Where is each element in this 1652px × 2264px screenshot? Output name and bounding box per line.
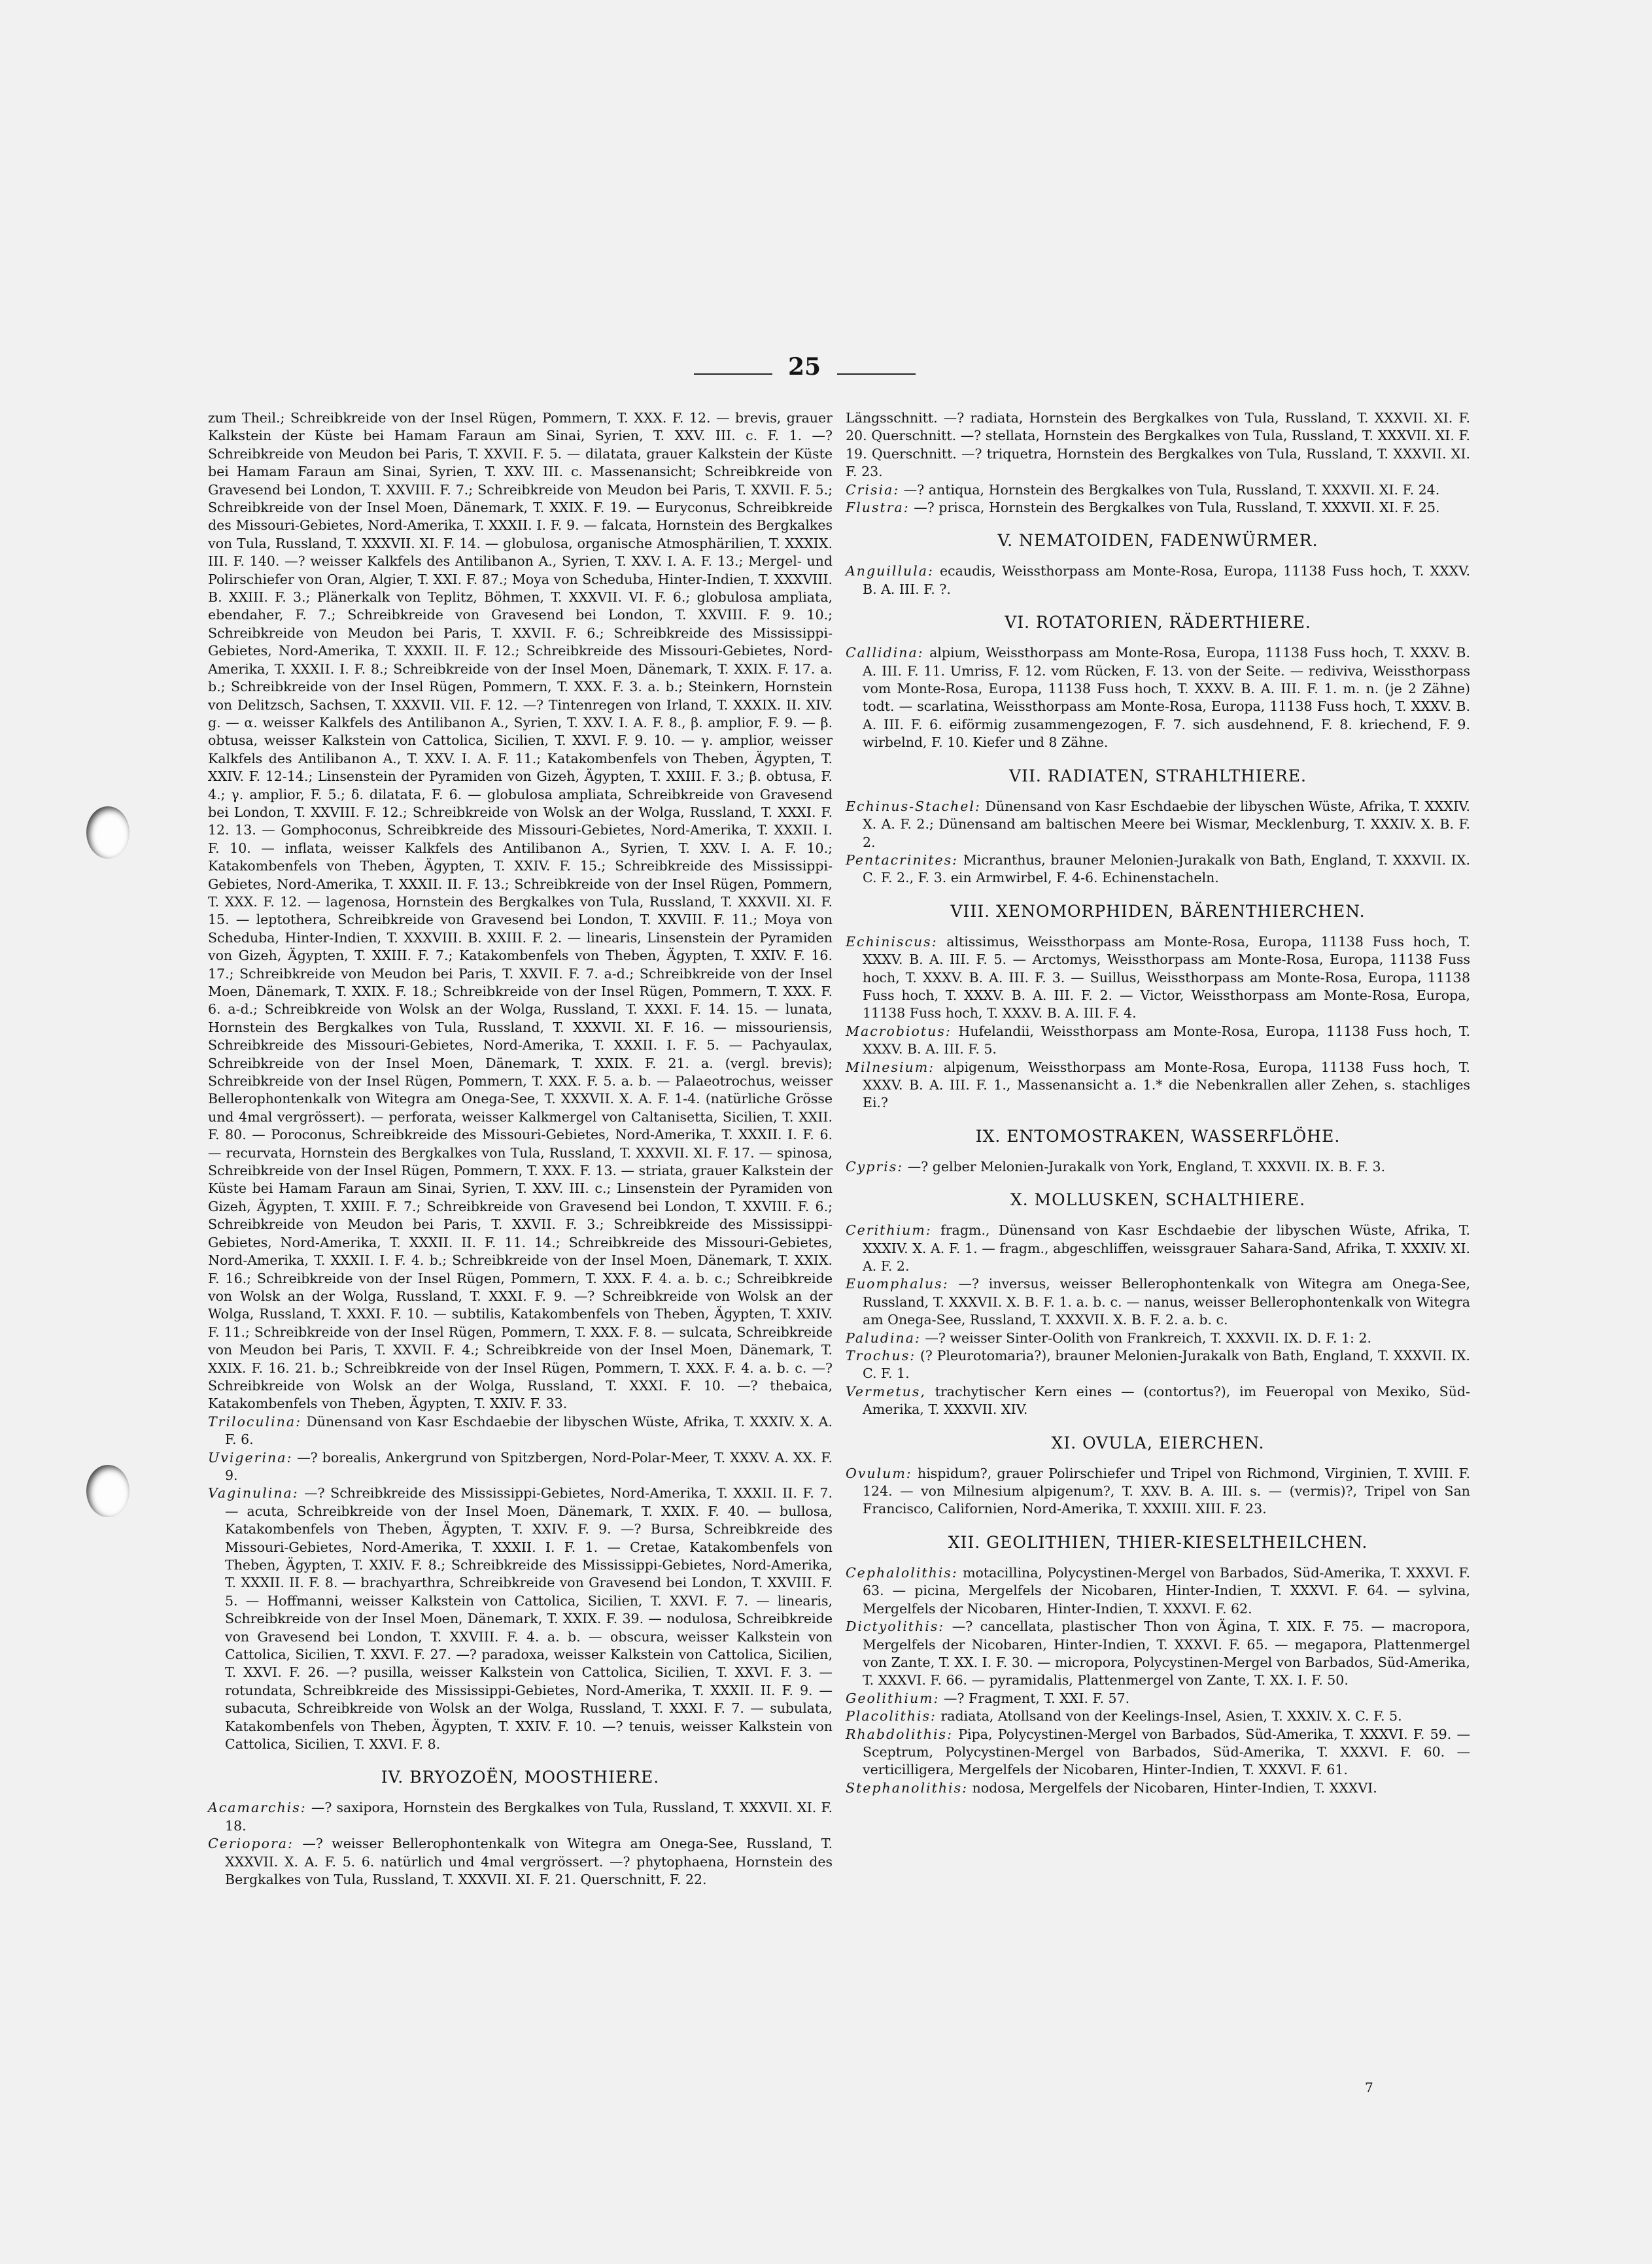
genus-name: Macrobiotus: [846,1023,952,1039]
entry-text: nodosa, Mergelfels der Nicobaren, Hinter-Indien, T. XXXVI. [972,1779,1377,1796]
genus-name: Stephanolithis: [846,1779,969,1796]
entry-text: radiata, Atollsand von der Keelings-Insel, Asien, T. XXXIV. X. C. F. 5. [940,1708,1402,1724]
entry-paragraph [846,1690,1470,1707]
section-heading: VII. RADIATEN, STRAHLTHIERE. [1009,766,1307,785]
genus-name: Cerithium: [846,1222,932,1239]
entry-paragraph [208,1484,833,1753]
entry-text: Dünensand von Kasr Eschdaebie der libyschen Wüste, Afrika, T. XXXIV. X. A. F. 6. [225,1413,833,1448]
entry-paragraph [846,1726,1470,1779]
genus-name: Euomphalus: [846,1276,949,1292]
left-column [208,409,833,1889]
entry-paragraph [846,1779,1470,1797]
genus-name: Vaginulina: [208,1485,299,1501]
section-heading: VIII. XENOMORPHIDEN, BÄRENTHIERCHEN. [950,901,1366,921]
header-rule-right [837,373,916,375]
entry-text: —? weisser Bellerophontenkalk von Witegra am Onega-See, Russland, T. XXXVII. X. A. F. 5. 6. natürlich und 4mal vergrössert. —? phytophaena, Hornstein des Bergkalkes von Tula, Russland, T. XXXVII. XI. F. 21. Querschnitt, F. 22. [225,1836,833,1888]
section-heading: X. MOLLUSKEN, SCHALTHIERE. [1010,1190,1306,1210]
punch-hole-lower [86,1465,129,1517]
section-heading: IX. ENTOMOSTRAKEN, WASSERFLÖHE. [975,1126,1341,1146]
entry-paragraph [846,933,1470,1023]
signature-mark: 7 [1365,2080,1373,2095]
entry-paragraph [846,1023,1470,1059]
genus-name: Echinus-Stachel: [846,798,981,814]
genus-name: Cypris: [846,1158,904,1175]
entry-text: —? Schreibkreide des Mississippi-Gebietes, Nord-Amerika, T. XXXII. II. F. 7. — acuta, Schreibkreide von der Insel Moen, Dänemark, T. XXIX. F. 40. — bullosa, Katakombenfels von Theben, Ägypten, T. XXIV. F. 9. —? Bursa, Schreibkreide des Missouri-Gebietes, Nord-Amerika, T. XXXII. I. F. 1. — Cretae, Katakombenfels von Theben, Ägypten, T. XXIV. F. 8.; Schreibkreide des Mississippi-Gebietes, Nord-Amerika, T. XXXII. II. F. 8. — brachyarthra, Schreibkreide von Gravesend bei London, T. XXVIII. F. 5. — Hoffmanni, weisser Kalkstein von Cattolica, Sicilien, T. XXVI. F. 7. — linearis, Schreibkreide von der Insel Moen, Dänemark, T. XXIX. F. 39. — nodulosa, Schreibkreide von Gravesend bei London, T. XXVIII. F. 4. a. b. — obscura, weisser Kalkstein von Cattolica, Sicilien, T. XXVI. F. 27. —? paradoxa, weisser Kalkstein von Cattolica, Sicilien, T. XXVI. F. 26. —? pusilla, weisser Kalkstein von Cattolica, Sicilien, T. XXVI. F. 3. — rotundata, Schreibkreide des Mississippi-Gebietes, Nord-Amerika, T. XXXII. II. F. 9. — subacuta, Schreibkreide von Wolsk an der Wolga, Russland, T. XXXI. F. 7. — subulata, Katakombenfels von Theben, Ägypten, T. XXIV. F. 10. —? tenuis, weisser Kalkstein von Cattolica, Sicilien, T. XXVI. F. 8. [225,1485,833,1753]
entry-text: —? antiqua, Hornstein des Bergkalkes von Tula, Russland, T. XXXVII. XI. F. 24. [903,481,1440,498]
genus-name: Ovulum: [846,1465,912,1481]
genus-name: Crisia: [846,481,900,498]
entry-paragraph [846,644,1470,751]
entry-text: Pipa, Polycystinen-Mergel von Barbados, Süd-Amerika, T. XXXVI. F. 59. — Sceptrum, Polycystinen-Mergel von Barbados, Süd-Amerika, T. XXXVI. F. 60. — verticilligera, Mergelfels der Nicobaren, Hinter-Indien, T. XXXVI. F. 61. [863,1726,1470,1778]
genus-name: Ceriopora: [208,1836,294,1852]
section-heading: XI. OVULA, EIERCHEN. [1051,1433,1265,1452]
entry-text: altissimus, Weissthorpass am Monte-Rosa, Europa, 11138 Fuss hoch, T. XXXV. B. A. III. F. 5. — Arctomys, Weissthorpass am Monte-Rosa, Europa, 11138 Fuss hoch, T. XXXV. B. A. III. F. 3. — Suillus, Weissthorpass am Monte-Rosa, Europa, 11138 Fuss hoch, T. XXXV. B. A. III. F. 2. — Victor, Weissthorpass am Monte-Rosa, Europa, 11138 Fuss hoch, T. XXXV. B. A. III. F. 4. [863,933,1470,1021]
genus-name: Rhabdolithis: [846,1726,953,1742]
genus-name: Acamarchis: [208,1800,307,1816]
entry-text: —? borealis, Ankergrund von Spitzbergen, Nord-Polar-Meer, T. XXXV. A. XX. F. 9. [225,1449,833,1483]
genus-name: Milnesium: [846,1059,935,1075]
entry-paragraph [846,1465,1470,1518]
entry-text: —? gelber Melonien-Jurakalk von York, England, T. XXXVII. IX. B. F. 3. [907,1158,1386,1175]
entry-text: Hufelandii, Weissthorpass am Monte-Rosa, Europa, 11138 Fuss hoch, T. XXXV. B. A. III. F. 5. [863,1023,1470,1057]
entry-paragraph [846,1222,1470,1275]
entry-paragraph [846,1059,1470,1112]
section-heading: XII. GEOLITHIEN, THIER-KIESELTHEILCHEN. [948,1532,1368,1552]
punch-hole-upper [86,806,129,859]
entry-paragraph [846,481,1470,499]
entry-paragraph [846,1707,1470,1725]
genus-name: Cephalolithis: [846,1564,958,1581]
entry-paragraph [846,798,1470,851]
entry-text: —? cancellata, plastischer Thon von Ägina, T. XIX. F. 75. — macropora, Mergelfels der Nicobaren, Hinter-Indien, T. XXXVI. F. 65. — megapora, Plattenmergel von Zante, T. XX. I. F. 30. — micropora, Polycystinen-Mergel von Barbados, Süd-Amerika, T. XXXVI. F. 66. — pyramidalis, Plattenmergel von Zante, T. XX. I. F. 50. [863,1619,1470,1689]
genus-name: Trochus: [846,1348,916,1364]
entry-text: —? saxipora, Hornstein des Bergkalkes von Tula, Russland, T. XXXVII. XI. F. 18. [225,1800,833,1834]
entry-text: fragm., Dünensand von Kasr Eschdaebie der libyschen Wüste, Afrika, T. XXXIV. X. A. F. 1. — fragm., abgeschliffen, weissgrauer Sahara-Sand, Afrika, T. XXXIV. XI. A. F. 2. [863,1222,1470,1274]
genus-name: Flustra: [846,500,910,516]
entry-paragraph [846,1347,1470,1383]
entry-text: motacillina, Polycystinen-Mergel von Barbados, Süd-Amerika, T. XXXVI. F. 63. — picina, Mergelfels der Nicobaren, Hinter-Indien, T. XXXVI. F. 64. — sylvina, Mergelfels der Nicobaren, Hinter-Indien, T. XXXVI. F. 62. [863,1564,1470,1617]
genus-name: Callidina: [846,645,924,661]
entry-paragraph [208,1799,833,1835]
genus-name: Dictyolithis: [846,1619,945,1635]
entry-text: Dünensand von Kasr Eschdaebie der libyschen Wüste, Afrika, T. XXXIV. X. A. F. 2.; Dünensand am baltischen Meere bei Wismar, Mecklenburg, T. XXXIV. X. B. F. 2. [863,798,1470,850]
entry-paragraph [846,562,1470,598]
genus-name: Placolithis: [846,1708,937,1724]
entry-paragraph [846,1158,1470,1176]
entry-paragraph [846,1275,1470,1329]
entry-text: —? weisser Sinter-Oolith von Frankreich, T. XXXVII. IX. D. F. 1: 2. [925,1329,1372,1346]
entry-paragraph [846,1564,1470,1618]
section-heading: VI. ROTATORIEN, RÄDERTHIERE. [1005,613,1311,632]
section-heading: IV. BRYOZOËN, MOOSTHIERE. [381,1768,660,1787]
section-heading: V. NEMATOIDEN, FADENWÜRMER. [997,531,1318,551]
entry-text: zum Theil.; Schreibkreide von der Insel Rügen, Pommern, T. XXX. F. 12. — brevis, grauer Kalkstein der Küste bei Hamam Faraun am Sinai, Syrien, T. XXV. III. c. F. 1. —? Schreibkreide von Meudon bei Paris, T. XXVII. F. 5. — dilatata, grauer Kalkstein der Küste bei Hamam Faraun am Sinai, Syrien, T. XXV. III. c. Massenansicht; Schreibkreide von Gravesend bei London, T. XXVIII. F. 7.; Schreibkreide von Meudon bei Paris, T. XXVII. F. 5.; Schreibkreide von der Insel Moen, Dänemark, T. XXIX. F. 19. — Euryconus, Schreibkreide des Missouri-Gebietes, Nord-Amerika, T. XXXII. I. F. 9. — falcata, Hornstein des Bergkalkes von Tula, Russland, T. XXXVII. XI. F. 14. — globulosa, organische Atmosphärilien, T. XXXIX. III. F. 140. —? weisser Kalkfels des Antilibanon A., Syrien, T. XXV. I. A. F. 13.; Mergel- und Polirschiefer von Oran, Algier, T. XXI. F. 87.; Moya von Scheduba, Hinter-Indien, T. XXXVIII. B. XXIII. F. 3.; Plänerkalk von Teplitz, Böhmen, T. XXXVII. VI. F. 6.; globulosa ampliata, ebendaher, F. 7.; Schreibkreide von Gravesend bei London, T. XXVIII. F. 9. 10.; Schreibkreide von Meudon bei Paris, T. XXVII. F. 6.; Schreibkreide des Mississippi-Gebietes, Nord-Amerika, T. XXXII. II. F. 12.; Schreibkreide des Missouri-Gebietes, Nord-Amerika, T. XXXII. I. F. 8.; Schreibkreide von der Insel Moen, Dänemark, T. XXIX. F. 17. a. b.; Schreibkreide von der Insel Rügen, Pommern, T. XXX. F. 3. a. b.; Steinkern, Hornstein von Delitzsch, Sachsen, T. XXXVII. VII. F. 12. —? Tintenregen von Irland, T. XXXIX. II. XIV. g. — α. weisser Kalkfels des Antilibanon A., Syrien, T. XXV. I. A. F. 8., β. amplior, F. 9. — β. obtusa, weisser Kalkstein von Cattolica, Sicilien, T. XXVI. F. 9. 10. — γ. amplior, weisser Kalkfels des Antilibanon A., T. XXV. I. A. F. 11.; Katakombenfels von Theben, Ägypten, T. XXIV. F. 12-14.; Linsenstein der Pyramiden von Gizeh, Ägypten, T. XXIII. F. 3.; β. obtusa, F. 4.; γ. amplior, F. 5.; δ. dilatata, F. 6. — globulosa ampliata, Schreibkreide von Gravesend bei London, T. XXVIII. F. 12.; Schreibkreide von Wolsk an der Wolga, Russland, T. XXXI. F. 12. 13. — Gomphoconus, Schreibkreide des Missouri-Gebietes, Nord-Amerika, T. XXXII. I. F. 10. — inflata, weisser Kalkfels des Antilibanon A., Syrien, T. XXV. I. A. F. 10.; Katakombenfels von Theben, Ägypten, T. XXIV. F. 15.; Schreibkreide des Mississippi-Gebietes, Nord-Amerika, T. XXXII. II. F. 13.; Schreibkreide von der Insel Rügen, Pommern, T. XXX. F. 12. — lagenosa, Hornstein des Bergkalkes von Tula, Russland, T. XXXVII. XI. F. 15. — leptothera, Schreibkreide von Gravesend bei London, T. XXVIII. F. 11.; Moya von Scheduba, Hinter-Indien, T. XXXVIII. B. XXIII. F. 2. — linearis, Linsenstein der Pyramiden von Gizeh, Ägypten, T. XXIII. F. 7.; Katakombenfels von Theben, Ägypten, T. XXIV. F. 16. 17.; Schreibkreide von Meudon bei Paris, T. XXVII. F. 7. a-d.; Schreibkreide von der Insel Moen, Dänemark, T. XXIX. F. 18.; Schreibkreide von der Insel Rügen, Pommern, T. XXX. F. 6. a-d.; Schreibkreide von Wolsk an der Wolga, Russland, T. XXXI. F. 14. 15. — lunata, Hornstein des Bergkalkes von Tula, Russland, T. XXXVII. XI. F. 16. — missouriensis, Schreibkreide des Missouri-Gebietes, Nord-Amerika, T. XXXII. I. F. 5. — Pachyaulax, Schreibkreide von der Insel Moen, Dänemark, T. XXIX. F. 21. a. (vergl. brevis); Schreibkreide von der Insel Rügen, Pommern, T. XXX. F. 5. a. b. — Palaeotrochus, weisser Bellerophontenkalk von Witegra am Onega-See, T. XXXVII. X. A. F. 1-4. (natürliche Grösse und 4mal vergrössert). — perforata, weisser Kalkmergel von Caltanisetta, Sicilien, T. XXII. F. 80. — Poroconus, Schreibkreide des Missouri-Gebietes, Nord-Amerika, T. XXXII. I. F. 6. — recurvata, Hornstein des Bergkalkes von Tula, Russland, T. XXXVII. XI. F. 17. — spinosa, Schreibkreide von der Insel Rügen, Pommern, T. XXX. F. 13. — striata, grauer Kalkstein der Küste bei Hamam Faraun am Sinai, Syrien, T. XXV. III. c.; Linsenstein der Pyramiden von Gizeh, Ägypten, T. XXIII. F. 7.; Schreibkreide von Gravesend bei London, T. XXVIII. F. 6.; Schreibkreide von Meudon bei Paris, T. XXVII. F. 3.; Schreibkreide des Mississippi-Gebietes, Nord-Amerika, T. XXXII. II. F. 11. 14.; Schreibkreide des Missouri-Gebietes, Nord-Amerika, T. XXXII. I. F. 4. b.; Schreibkreide von der Insel Moen, Dänemark, T. XXIX. F. 16.; Schreibkreide von der Insel Rügen, Pommern, T. XXX. F. 4. a. b. c.; Schreibkreide von Wolsk an der Wolga, Russland, T. XXXI. F. 9. —? Schreibkreide von Wolsk an der Wolga, Russland, T. XXXI. F. 10. — subtilis, Katakombenfels von Theben, Ägypten, T. XXIV. F. 11.; Schreibkreide von der Insel Rügen, Pommern, T. XXX. F. 8. — sulcata, Schreibkreide von Meudon bei Paris, T. XXVII. F. 4.; Schreibkreide von der Insel Moen, Dänemark, T. XXIX. F. 16. 21. b.; Schreibkreide von der Insel Rügen, Pommern, T. XXX. F. 4. a. b. c. —? Schreibkreide von Wolsk an der Wolga, Russland, T. XXXI. F. 10. —? thebaica, Katakombenfels von Theben, Ägypten, T. XXIV. F. 33. [208,410,833,1412]
genus-name: Pentacrinites: [846,851,959,868]
genus-name: Anguillula: [846,563,934,579]
entry-paragraph [208,409,833,1413]
entry-text: (? Pleurotomaria?), brauner Melonien-Jurakalk von Bath, England, T. XXXVII. IX. C. F. 1. [863,1348,1470,1382]
entry-paragraph [846,1383,1470,1419]
page-number: 25 [787,353,821,381]
entry-text: ecaudis, Weissthorpass am Monte-Rosa, Europa, 11138 Fuss hoch, T. XXXV. B. A. III. F. ?. [863,563,1470,597]
entry-text: Längsschnitt. —? radiata, Hornstein des Bergkalkes von Tula, Russland, T. XXXVII. XI. F. 20. Querschnitt. —? stellata, Hornstein des Bergkalkes von Tula, Russland, T. XXXVII. XI. F. 19. Querschnitt. —? triquetra, Hornstein des Bergkalkes von Tula, Russland, T. XXXVII. XI. F. 23. [846,410,1470,480]
entry-paragraph [208,1449,833,1485]
entry-paragraph [208,1413,833,1449]
entry-text: alpigenum, Weissthorpass am Monte-Rosa, Europa, 11138 Fuss hoch, T. XXXV. B. A. III. F. 1., Massenansicht a. 1.* die Nebenkrallen aller Zehen, s. stachliges Ei.? [863,1059,1470,1111]
entry-text: —? Fragment, T. XXI. F. 57. [944,1690,1130,1706]
header-rule-left [694,373,772,375]
right-column [846,409,1470,1797]
entry-paragraph [846,409,1470,481]
genus-name: Vermetus, [846,1383,926,1399]
entry-text: —? inversus, weisser Bellerophontenkalk von Witegra am Onega-See, Russland, T. XXXVII. X. B. F. 1. a. b. c. — nanus, weisser Bellerophontenkalk von Witegra am Onega-See, Russland, T. XXXVII. X. B. F. 2. a. b. c. [863,1276,1470,1328]
entry-text: —? prisca, Hornstein des Bergkalkes von Tula, Russland, T. XXXVII. XI. F. 25. [914,500,1440,516]
genus-name: Geolithium: [846,1690,940,1706]
entry-text: alpium, Weissthorpass am Monte-Rosa, Europa, 11138 Fuss hoch, T. XXXV. B. A. III. F. 11. Umriss, F. 12. vom Rücken, F. 13. von der Seite. — rediviva, Weissthorpass vom Monte-Rosa, Europa, 11138 Fuss hoch, T. XXXV. B. A. III. F. 1. m. n. (je 2 Zähne) todt. — scarlatina, Weissthorpass am Monte-Rosa, Europa, 11138 Fuss hoch, T. XXXV. B. A. III. F. 6. eiförmig zusammengezogen, F. 7. sich ausdehnend, F. 8. kriechend, F. 9. wirbelnd, F. 10. Kiefer und 8 Zähne. [863,645,1470,751]
entry-text: trachytischer Kern eines — (contortus?), im Feueropal von Mexiko, Süd-Amerika, T. XXXVII. XIV. [863,1383,1470,1418]
entry-paragraph [846,851,1470,887]
entry-paragraph [846,499,1470,517]
genus-name: Triloculina: [208,1413,302,1430]
entry-text: Micranthus, brauner Melonien-Jurakalk von Bath, England, T. XXXVII. IX. C. F. 2., F. 3. ein Armwirbel, F. 4-6. Echinenstacheln. [863,851,1470,886]
genus-name: Uvigerina: [208,1449,293,1466]
genus-name: Echiniscus: [846,933,938,950]
entry-paragraph [846,1618,1470,1690]
genus-name: Paludina: [846,1329,921,1346]
entry-text: hispidum?, grauer Polirschiefer und Tripel von Richmond, Virginien, T. XVIII. F. 124. — von Milnesium alpigenum?, T. XXV. B. A. III. s. — (vermis)?, Tripel von San Francisco, Californien, Nord-Amerika, T. XXXIII. XIII. F. 23. [863,1465,1470,1517]
entry-paragraph [846,1329,1470,1347]
entry-paragraph [208,1835,833,1889]
